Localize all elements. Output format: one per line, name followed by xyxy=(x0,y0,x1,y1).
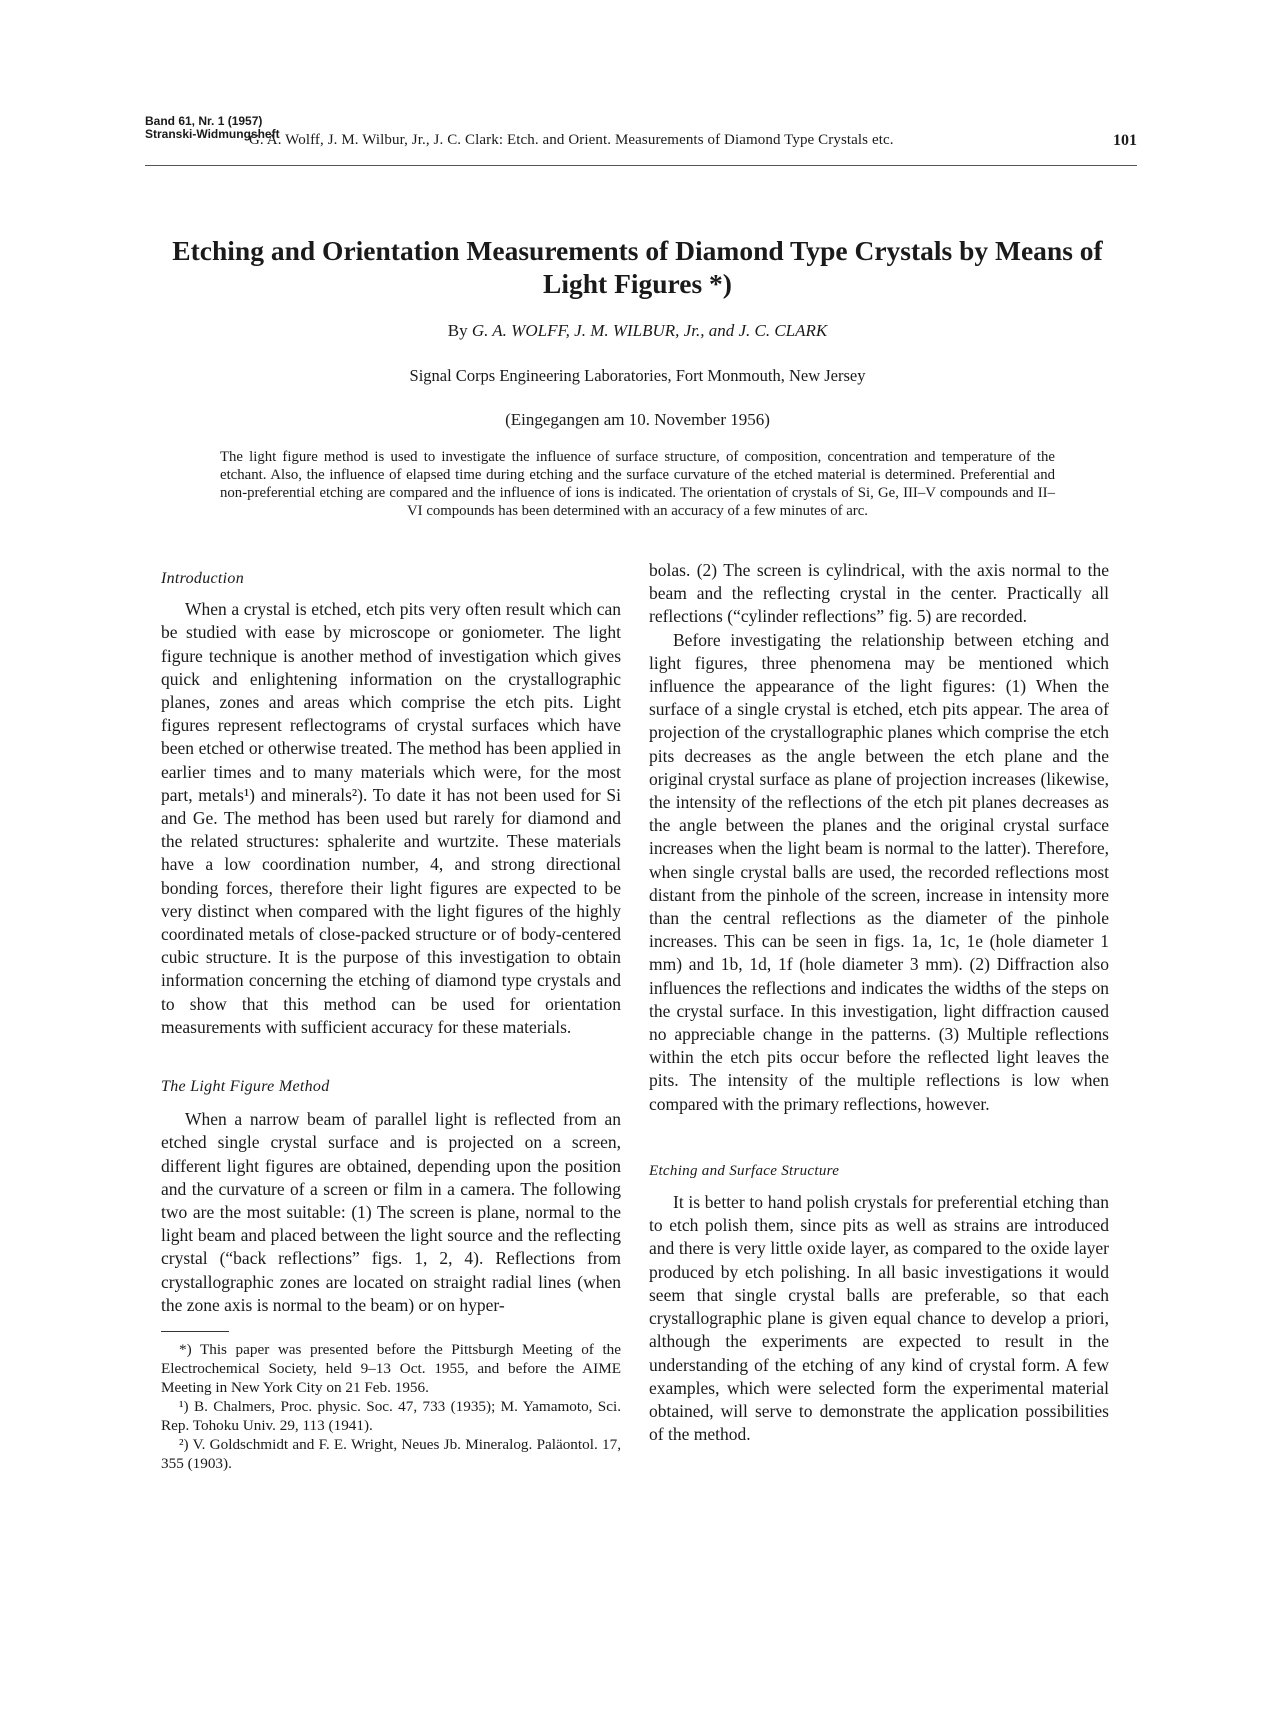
phenomena-paragraph: Before investigating the relationship between etching and light figures, three phenomena may be mentioned which influence the appearance of the light figures: (1) When the surface of a single crystal is etched, etch pits appear. The area of projection of the crystallographic planes which comprise the etch pits decreases as the angle between the etch plane and the original crystal surface as plane of projection increases (likewise, the intensity of the reflections of the etch pit planes decreases as the angle between the planes and the original crystal surface increases when the light beam is normal to the latter). Therefore, when single crystal balls are used, the recorded reflections most distant from the pinhole of the screen, increase in intensity more than the central reflections as the diameter of the pinhole increases. This can be seen in figs. 1a, 1c, 1e (hole diameter 1 mm) and 1b, 1d, 1f (hole diameter 3 mm). (2) Diffraction also influences the reflections and indicates the widths of the steps on the crystal surface. In this investigation, light diffraction caused no appreciable change in the patterns. (3) Multiple reflections within the etch pits occur before the reflected light leaves the pits. The intensity of the multiple reflections is low when compared with the primary reflections, however. xyxy=(649,629,1109,1114)
footnotes xyxy=(161,1340,621,1473)
byline xyxy=(150,321,1125,341)
footnote-star: *) This paper was presented before the Pittsburgh Meeting of the Electrochemical Society, held 9–13 Oct. 1955, and before the AIME Meeting in New York City on 21 Feb. 1956. xyxy=(161,1341,621,1397)
introduction-paragraph: When a crystal is etched, etch pits very often result which can be studied with ease by microscope or goniometer. The light figure technique is another method of investigation which gives quick and enlightening information on the crystallographic planes, zones and areas which comprise the etch pits. Light figures represent reflectograms of crystal surfaces which have been etched or otherwise treated. The method has been applied in earlier times and to many materials which were, for the most part, metals¹) and minerals²). To date it has not been used for Si and Ge. The method has been used but rarely for diamond and the related structures: sphalerite and wurtzite. These materials have a low coordination number, 4, and strong directional bonding forces, therefore their light figures are expected to be very distinct when compared with the light figures of the highly coordinated metals of close-packed structure or of body-centered cubic structure. It is the purpose of this investigation to obtain information concerning the etching of diamond type crystals and to show that this method can be used for orientation measurements with sufficient accuracy for these materials. xyxy=(161,599,621,1037)
paper-title: Etching and Orientation Measurements of Diamond Type Crystals by Means of Light Figures *) xyxy=(172,235,1103,299)
footnote-1: ¹) B. Chalmers, Proc. physic. Soc. 47, 733 (1935); M. Yamamoto, Sci. Rep. Tohoku Univ. 29, 113 (1941). xyxy=(161,1398,621,1435)
section-heading-introduction: Introduction xyxy=(161,570,244,587)
journal-volume: Band 61, Nr. 1 (1957) xyxy=(145,114,263,128)
right-column xyxy=(649,560,1109,1446)
left-column xyxy=(161,567,621,1473)
journal-issue: Stranski-Widmungsheft xyxy=(145,127,280,141)
authors: G. A. WOLFF, J. M. WILBUR, Jr., and J. C. CLARK xyxy=(471,321,828,340)
running-head xyxy=(145,115,1137,155)
running-title: G. A. Wolff, J. M. Wilbur, Jr., J. C. Clark: Etch. and Orient. Measurements of Diamond Type Crystals etc. xyxy=(249,132,894,148)
footnote-2: ²) V. Goldschmidt and F. E. Wright, Neues Jb. Mineralog. Paläontol. 17, 355 (1903). xyxy=(161,1436,621,1473)
section-heading-etching-surface-structure: Etching and Surface Structure xyxy=(649,1162,840,1179)
byline-prefix: By xyxy=(447,321,468,340)
page-number: 101 xyxy=(1113,132,1137,149)
etching-paragraph: It is better to hand polish crystals for preferential etching than to etch polish them, since pits as well as strains are introduced and there is very little oxide layer, as compared to the oxide layer produced by etch polishing. In all basic investigations it would seem that single crystal balls are preferable, so that each crystallographic plane is given equal chance to develop a priori, although the experiments are expected to result in the understanding of the etching of any kind of crystal form. A few examples, which were selected form the experimental material obtained, will serve to demonstrate the application possibilities of the method. xyxy=(649,1192,1109,1445)
received-date: (Eingegangen am 10. November 1956) xyxy=(505,410,770,429)
footnote-rule xyxy=(161,1331,229,1332)
continuation-paragraph: bolas. (2) The screen is cylindrical, with the axis normal to the beam and the reflecting crystal in the center. Practically all reflections (“cylinder reflections” fig. 5) are recorded. xyxy=(649,560,1109,627)
abstract: The light figure method is used to investigate the influence of surface structure, of composition, concentration and temperature of the etchant. Also, the influence of elapsed time during etching and the surface curvature of the etched material is determined. Preferential and non-preferential etching are compared and the influence of ions is indicated. The orientation of crystals of Si, Ge, III–V compounds and II–VI compounds has been determined with an accuracy of a few minutes of arc. xyxy=(220,449,1055,519)
affiliation: Signal Corps Engineering Laboratories, Fort Monmouth, New Jersey xyxy=(409,366,866,385)
header-rule xyxy=(145,165,1137,166)
section-heading-light-figure-method: The Light Figure Method xyxy=(161,1078,330,1096)
method-paragraph: When a narrow beam of parallel light is reflected from an etched single crystal surface and is projected on a screen, different light figures are obtained, depending upon the position and the curvature of a screen or film in a camera. The following two are the most suitable: (1) The screen is plane, normal to the light beam and placed between the light source and the reflecting crystal (“back reflections” figs. 1, 2, 4). Reflections from crystallographic zones are located on straight radial lines (when the zone axis is normal to the beam) or on hyper- xyxy=(161,1109,621,1315)
